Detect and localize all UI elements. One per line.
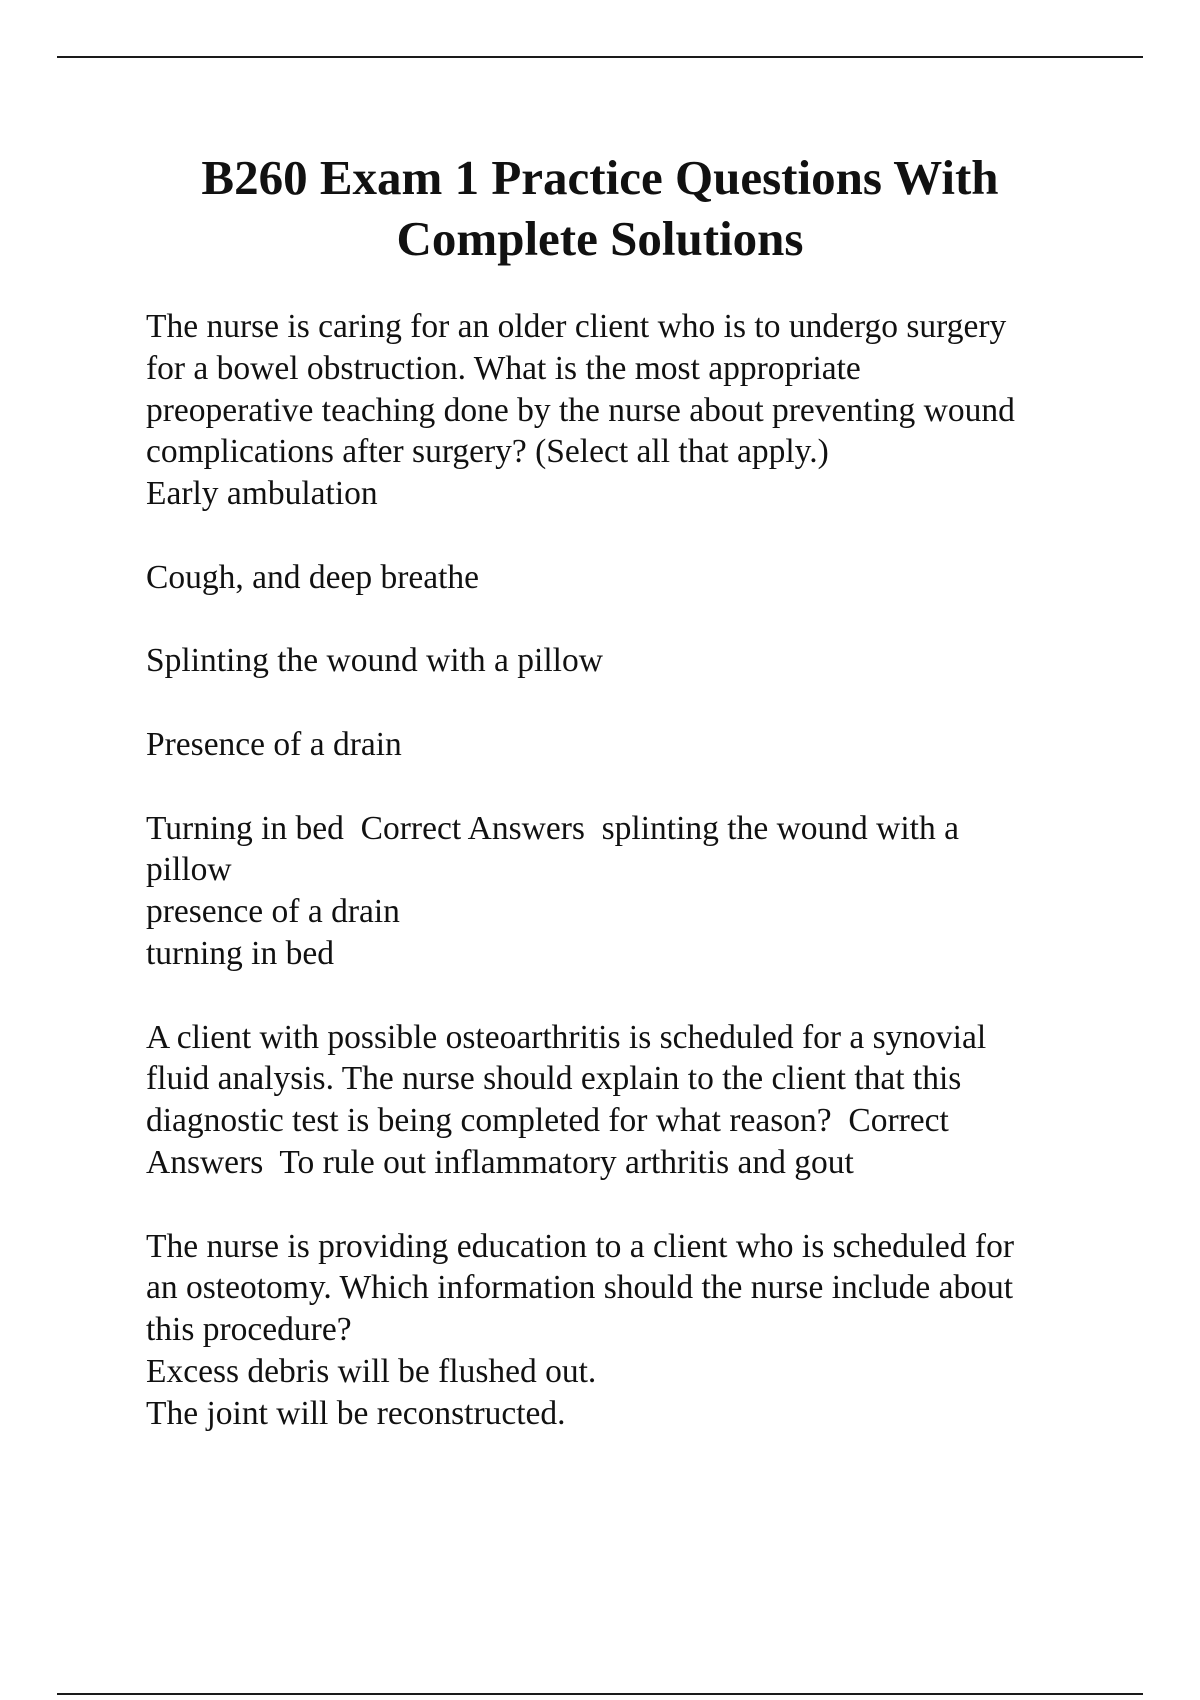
question-3-text-line: The nurse is providing education to a client who is scheduled for <box>146 1227 1014 1265</box>
question-1-option: Splinting the wound with a pillow <box>146 642 603 680</box>
title-line-2: Complete Solutions <box>396 211 804 266</box>
question-1-text-line: preoperative teaching done by the nurse about preventing wound <box>146 391 1015 429</box>
question-1-answer-line: Turning in bed Correct Answers splinting the wound with a <box>146 809 959 847</box>
question-1-text-line: complications after surgery? (Select all that apply.) <box>146 433 829 471</box>
top-rule <box>57 56 1143 58</box>
question-1-text-line: for a bowel obstruction. What is the most appropriate <box>146 349 861 387</box>
document-body <box>146 306 1106 1435</box>
question-2-text-line: fluid analysis. The nurse should explain to the client that this <box>146 1060 962 1098</box>
question-3-text-line: an osteotomy. Which information should the nurse include about <box>146 1269 1014 1307</box>
question-2-text-line: Answers To rule out inflammatory arthritis and gout <box>146 1143 854 1181</box>
question-1-option: Cough, and deep breathe <box>146 558 480 596</box>
question-3-option: The joint will be reconstructed. <box>146 1394 566 1432</box>
question-1-answer-line: presence of a drain <box>146 893 400 931</box>
question-1-answer-line: pillow <box>146 851 232 889</box>
question-3-text-line: this procedure? <box>146 1311 352 1349</box>
title-line-1: B260 Exam 1 Practice Questions With <box>201 150 999 205</box>
question-2-text-line: A client with possible osteoarthritis is scheduled for a synovial <box>146 1018 987 1056</box>
question-2 <box>146 1017 1106 1184</box>
question-1-option: Presence of a drain <box>146 725 402 763</box>
bottom-rule <box>57 1693 1143 1695</box>
question-2-text-line: diagnostic test is being completed for what reason? Correct <box>146 1102 949 1140</box>
question-1-option: Early ambulation <box>146 475 378 513</box>
question-1-text-line: The nurse is caring for an older client who is to undergo surgery <box>146 308 1007 345</box>
question-3-option: Excess debris will be flushed out. <box>146 1352 597 1390</box>
question-3 <box>146 1226 1106 1435</box>
question-1 <box>146 306 1106 975</box>
document-title <box>100 147 1100 269</box>
question-1-answer-line: turning in bed <box>146 934 334 972</box>
